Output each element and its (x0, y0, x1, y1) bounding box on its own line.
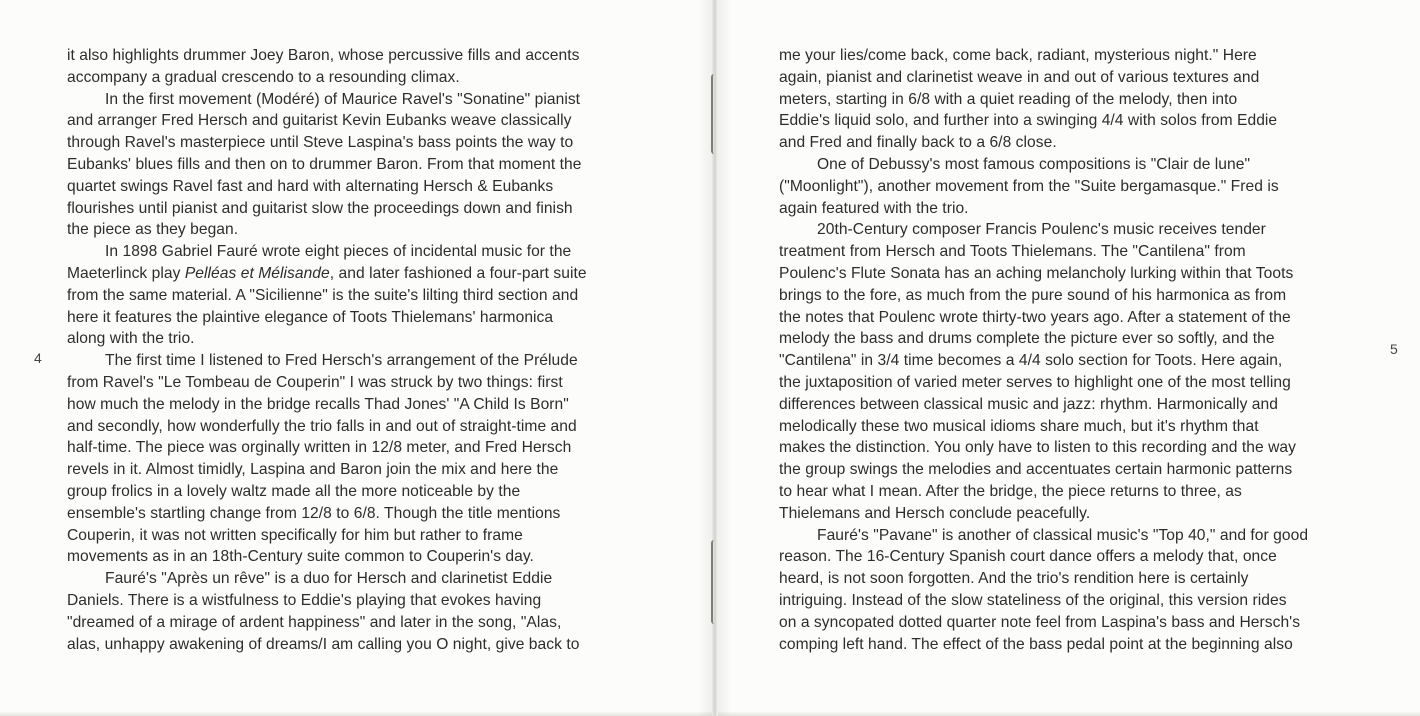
text-line: from the same material. A "Sicilienne" is the suite's lilting third section and (67, 286, 579, 304)
paragraph (67, 350, 667, 568)
text-line: melodically these two musical idioms share much, but it's rhythm that (779, 417, 1259, 435)
text-line: melody the bass and drums complete the picture ever so softly, and the (779, 330, 1275, 348)
text-line: and secondly, how wonderfully the trio falls in and out of straight-time and (67, 417, 577, 435)
text-line: it also highlights drummer Joey Baron, whose percussive fills and accents (67, 47, 580, 64)
text-line: intriguing. Instead of the slow stateliness of the original, this version rides (779, 591, 1287, 609)
text-line: ("Moonlight"), another movement from the "Suite bergamasque." Fred is (779, 177, 1279, 195)
text-line: Eddie's liquid solo, and further into a swinging 4/4 with solos from Eddie (779, 112, 1278, 130)
text-line: "Cantilena" in 3/4 time becomes a 4/4 solo section for Toots. Here again, (779, 352, 1283, 370)
text-line: Poulenc's Flute Sonata has an aching melancholy lurking within that Toots (779, 264, 1294, 282)
text-line: the group swings the melodies and accentuates certain harmonic patterns (779, 461, 1293, 479)
text-line: on a syncopated dotted quarter note feel from Laspina's bass and Hersch's (779, 613, 1301, 631)
paragraph (779, 525, 1379, 656)
text-line: the piece as they began. (67, 221, 239, 239)
text-line: through Ravel's masterpiece until Steve Laspina's bass points the way to (67, 134, 574, 152)
paragraph (779, 154, 1379, 219)
text-line: reason. The 16-Century Spanish court dance offers a melody that, once (779, 548, 1277, 566)
text-line: Thielemans and Hersch conclude peacefully. (779, 504, 1091, 522)
text-line: accompany a gradual crescendo to a resounding climax. (67, 68, 460, 86)
text-line: makes the distinction. You only have to listen to this recording and the way (779, 439, 1296, 457)
text-line: heard, is not soon forgotten. And the trio's rendition here is certainly (779, 570, 1249, 588)
text-line: and arranger Fred Hersch and guitarist Kevin Eubanks weave classically (67, 112, 572, 130)
text-line: 20th-Century composer Francis Poulenc's music receives tender (817, 221, 1266, 239)
left-page-edge (0, 712, 716, 716)
text-line: The first time I listened to Fred Hersch's arrangement of the Prélude (105, 352, 578, 370)
text-line: the notes that Poulenc wrote thirty-two years ago. After a statement of the (779, 308, 1291, 326)
text-line: In the first movement (Modéré) of Maurice Ravel's "Sonatine" pianist (105, 90, 581, 108)
text-line: ensemble's startling change from 12/8 to 6/8. Though the title mentions (67, 504, 561, 522)
right-page (716, 0, 1420, 716)
text-line: brings to the fore, as much from the pure sound of his harmonica as from (779, 286, 1287, 304)
paragraph (779, 45, 1379, 154)
text-line: the juxtaposition of varied meter serves to highlight one of the most telling (779, 373, 1291, 391)
left-page-text (67, 45, 667, 655)
left-page-number: 4 (34, 350, 42, 366)
staple-bottom (711, 540, 719, 624)
text-line: movements as in an 18th-Century suite common to Couperin's day. (67, 548, 534, 566)
text-line: how much the melody in the bridge recalls Thad Jones' "A Child Is Born" (67, 395, 569, 413)
text-line: alas, unhappy awakening of dreams/I am calling you O night, give back to (67, 635, 580, 653)
text-line: quartet swings Ravel fast and hard with alternating Hersch & Eubanks (67, 177, 554, 195)
right-page-text (779, 45, 1379, 655)
right-page-number: 5 (1390, 341, 1398, 357)
right-page-edge (716, 712, 1420, 716)
text-line: Maeterlinck play Pelléas et Mélisande, and later fashioned a four-part suite (67, 264, 587, 282)
paragraph (67, 45, 667, 89)
text-line: flourishes until pianist and guitarist slow the proceedings down and finish (67, 199, 573, 217)
text-line: Fauré's "Après un rêve" is a duo for Hersch and clarinetist Eddie (105, 570, 553, 588)
paragraph (67, 89, 667, 242)
fold-shadow-right (718, 0, 732, 716)
text-line: Couperin, it was not written specifically for him but rather to frame (67, 526, 523, 544)
text-line: Fauré's "Pavane" is another of classical music's "Top 40," and for good (817, 526, 1309, 544)
text-line: along with the trio. (67, 330, 195, 348)
text-line: revels in it. Almost timidly, Laspina and Baron join the mix and here the (67, 461, 559, 479)
text-line: differences between classical music and jazz: rhythm. Harmonically and (779, 395, 1278, 413)
text-line: Daniels. There is a wistfulness to Eddie's playing that evokes having (67, 591, 542, 609)
text-line: half-time. The piece was orginally written in 12/8 meter, and Fred Hersch (67, 439, 572, 457)
text-line: here it features the plaintive elegance of Toots Thielemans' harmonica (67, 308, 554, 326)
text-line: treatment from Hersch and Toots Thielemans. The "Cantilena" from (779, 243, 1246, 261)
paragraph (67, 241, 667, 350)
text-line: "dreamed of a mirage of ardent happiness" and later in the song, "Alas, (67, 613, 562, 631)
text-line: to hear what I mean. After the bridge, the piece returns to three, as (779, 482, 1242, 500)
text-line: again featured with the trio. (779, 199, 969, 217)
text-line: comping left hand. The effect of the bass pedal point at the beginning also (779, 635, 1293, 653)
text-line: One of Debussy's most famous compositions is "Clair de lune" (817, 155, 1251, 173)
text-line: meters, starting in 6/8 with a quiet reading of the melody, then into (779, 90, 1238, 108)
text-line: In 1898 Gabriel Fauré wrote eight pieces of incidental music for the (105, 243, 572, 261)
text-line: from Ravel's "Le Tombeau de Couperin" I was struck by two things: first (67, 373, 563, 391)
text-line: me your lies/come back, come back, radiant, mysterious night." Here (779, 47, 1257, 64)
text-line: group frolics in a lovely waltz made all the more noticeable by the (67, 482, 521, 500)
play-title: Pelléas et Mélisande (184, 264, 330, 282)
text-line: and Fred and finally back to a 6/8 close. (779, 134, 1057, 152)
paragraph (779, 219, 1379, 524)
text-line: Eubanks' blues fills and then on to drummer Baron. From that moment the (67, 155, 582, 173)
fold-shadow-left (698, 0, 712, 716)
paragraph (67, 568, 667, 655)
staple-top (711, 74, 719, 154)
text-line: again, pianist and clarinetist weave in and out of various textures and (779, 68, 1260, 86)
